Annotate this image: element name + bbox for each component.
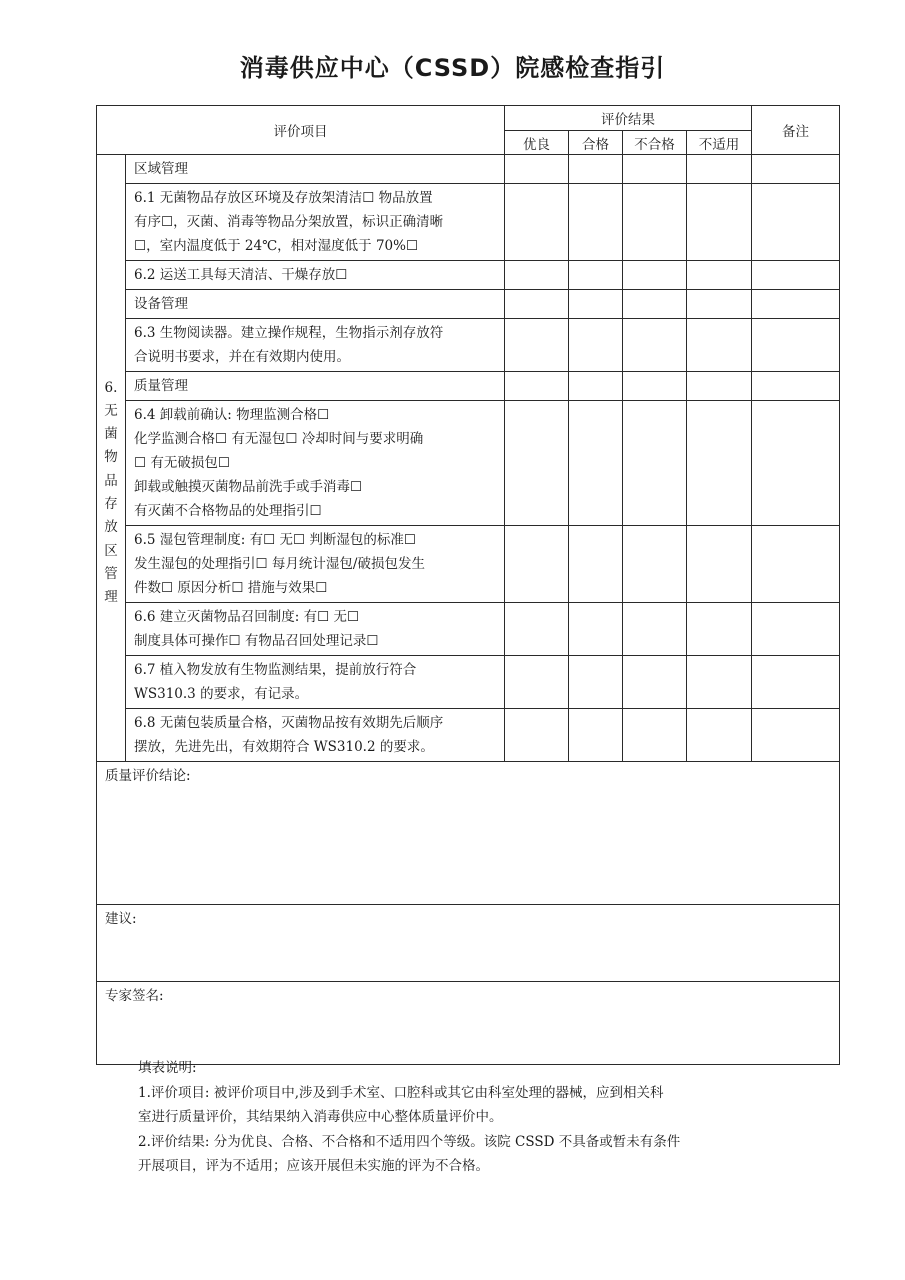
conclusion-label: 质量评价结论: (105, 768, 191, 784)
table-row (97, 709, 840, 762)
na-cell[interactable] (687, 656, 752, 709)
item-line: 化学监测合格☐ 有无湿包☐ 冷却时间与要求明确 (134, 431, 424, 447)
item-text-cell (126, 656, 505, 709)
pass-cell[interactable] (569, 155, 623, 184)
excellent-cell[interactable] (505, 526, 569, 603)
item-text-cell (126, 319, 505, 372)
table-row (97, 319, 840, 372)
pass-cell[interactable] (569, 261, 623, 290)
na-cell[interactable] (687, 155, 752, 184)
table-row (97, 603, 840, 656)
signature-field[interactable] (97, 982, 840, 1065)
notes-line: 室进行质量评价，其结果纳入消毒供应中心整体质量评价中。 (138, 1109, 503, 1125)
evaluation-table (96, 105, 840, 1065)
excellent-cell[interactable] (505, 290, 569, 319)
na-cell[interactable] (687, 372, 752, 401)
na-cell[interactable] (687, 319, 752, 372)
item-line: 摆放，先进先出，有效期符合 WS310.2 的要求。 (134, 739, 434, 755)
pass-cell[interactable] (569, 372, 623, 401)
fail-cell[interactable] (623, 184, 687, 261)
note-cell[interactable] (752, 261, 840, 290)
na-cell[interactable] (687, 603, 752, 656)
category-char: 放 (104, 519, 118, 536)
excellent-cell[interactable] (505, 155, 569, 184)
note-cell[interactable] (752, 656, 840, 709)
table-row (97, 656, 840, 709)
table-row (97, 372, 840, 401)
suggestion-field[interactable] (97, 905, 840, 982)
item-text-cell (126, 401, 505, 526)
item-line: ☐，室内温度低于 24℃，相对湿度低于 70%☐ (134, 238, 419, 254)
pass-cell[interactable] (569, 319, 623, 372)
item-line: 6.4 卸载前确认: 物理监测合格☐ (134, 407, 330, 423)
excellent-cell[interactable] (505, 709, 569, 762)
category-char: 品 (104, 472, 118, 489)
item-text-cell (126, 603, 505, 656)
item-line: 件数☐ 原因分析☐ 措施与效果☐ (134, 580, 328, 596)
fail-cell[interactable] (623, 603, 687, 656)
table-row (97, 261, 840, 290)
table-row (97, 290, 840, 319)
item-text-cell (126, 372, 505, 401)
item-line: 区域管理 (134, 161, 188, 177)
item-line: 6.2 运送工具每天清洁、干燥存放☐ (134, 267, 348, 283)
na-cell[interactable] (687, 290, 752, 319)
pass-cell[interactable] (569, 709, 623, 762)
excellent-cell[interactable] (505, 603, 569, 656)
category-char: 无 (104, 402, 118, 419)
item-text-cell (126, 184, 505, 261)
excellent-cell[interactable] (505, 184, 569, 261)
item-line: 卸载或触摸灭菌物品前洗手或手消毒☐ (134, 479, 363, 495)
item-line: 合说明书要求，并在有效期内使用。 (134, 349, 350, 365)
item-line: 有序☐，灭菌、消毒等物品分架放置，标识正确清晰 (134, 214, 444, 230)
grade-fail: 不合格 (623, 131, 687, 155)
item-text-cell (126, 261, 505, 290)
excellent-cell[interactable] (505, 261, 569, 290)
table-row (97, 155, 840, 184)
notes-heading: 填表说明: (138, 1060, 197, 1076)
note-cell[interactable] (752, 709, 840, 762)
item-line: 发生湿包的处理指引☐ 每月统计湿包/破损包发生 (134, 556, 425, 572)
category-char: 菌 (104, 426, 118, 443)
pass-cell[interactable] (569, 401, 623, 526)
notes-line: 开展项目，评为不适用；应该开展但未实施的评为不合格。 (138, 1158, 489, 1174)
item-text-cell (126, 155, 505, 184)
na-cell[interactable] (687, 261, 752, 290)
na-cell[interactable] (687, 709, 752, 762)
na-cell[interactable] (687, 401, 752, 526)
excellent-cell[interactable] (505, 319, 569, 372)
item-line: WS310.3 的要求，有记录。 (134, 686, 309, 702)
table-row (97, 184, 840, 261)
pass-cell[interactable] (569, 290, 623, 319)
header-result: 评价结果 (505, 106, 752, 131)
fail-cell[interactable] (623, 401, 687, 526)
item-line: 6.7 植入物发放有生物监测结果，提前放行符合 (134, 662, 417, 678)
item-line: 有灭菌不合格物品的处理指引☐ (134, 503, 322, 519)
fail-cell[interactable] (623, 709, 687, 762)
item-line: 6.3 生物阅读器。建立操作规程，生物指示剂存放符 (134, 325, 444, 341)
pass-cell[interactable] (569, 656, 623, 709)
pass-cell[interactable] (569, 603, 623, 656)
grade-pass: 合格 (569, 131, 623, 155)
category-char: 理 (104, 589, 118, 606)
fail-cell[interactable] (623, 155, 687, 184)
suggestion-label: 建议: (105, 911, 137, 927)
item-text-cell (126, 709, 505, 762)
pass-cell[interactable] (569, 184, 623, 261)
item-text-cell (126, 526, 505, 603)
category-char: 区 (104, 542, 118, 559)
header-row (97, 106, 840, 131)
item-text-cell (126, 290, 505, 319)
conclusion-row (97, 762, 840, 905)
na-cell[interactable] (687, 184, 752, 261)
grade-na: 不适用 (687, 131, 752, 155)
na-cell[interactable] (687, 526, 752, 603)
note-cell[interactable] (752, 526, 840, 603)
note-cell[interactable] (752, 184, 840, 261)
category-char: 管 (104, 565, 118, 582)
signature-label: 专家签名: (105, 988, 164, 1004)
item-line: 设备管理 (134, 296, 188, 312)
signature-row (97, 982, 840, 1065)
conclusion-field[interactable] (97, 762, 840, 905)
header-item: 评价项目 (97, 106, 505, 155)
note-cell[interactable] (752, 401, 840, 526)
item-line: ☐ 有无破损包☐ (134, 455, 230, 471)
fail-cell[interactable] (623, 656, 687, 709)
note-cell[interactable] (752, 155, 840, 184)
excellent-cell[interactable] (505, 372, 569, 401)
table-row (97, 526, 840, 603)
category-char: 存 (104, 496, 118, 512)
category-char: 物 (104, 449, 118, 466)
header-note: 备注 (752, 106, 840, 155)
category-cell (97, 155, 126, 762)
page-title: 消毒供应中心（CSSD）院感检查指引 (239, 54, 666, 82)
item-line: 6.1 无菌物品存放区环境及存放架清洁☐ 物品放置 (134, 190, 433, 206)
fail-cell[interactable] (623, 319, 687, 372)
fail-cell[interactable] (623, 372, 687, 401)
notes-line: 2.评价结果: 分为优良、合格、不合格和不适用四个等级。该院 CSSD 不具备或暂未有条件 (138, 1133, 681, 1150)
note-cell[interactable] (752, 372, 840, 401)
filling-instructions (138, 1056, 778, 1179)
item-line: 6.5 湿包管理制度: 有☐ 无☐ 判断湿包的标准☐ (134, 532, 416, 548)
table-row (97, 401, 840, 526)
fail-cell[interactable] (623, 526, 687, 603)
item-line: 质量管理 (134, 378, 188, 394)
fail-cell[interactable] (623, 261, 687, 290)
excellent-cell[interactable] (505, 656, 569, 709)
note-cell[interactable] (752, 603, 840, 656)
grade-excellent: 优良 (505, 131, 569, 155)
excellent-cell[interactable] (505, 401, 569, 526)
item-line: 6.8 无菌包装质量合格，灭菌物品按有效期先后顺序 (134, 715, 444, 731)
suggestion-row (97, 905, 840, 982)
item-line: 制度具体可操作☐ 有物品召回处理记录☐ (134, 633, 379, 649)
category-char: 6. (104, 379, 118, 396)
note-cell[interactable] (752, 319, 840, 372)
pass-cell[interactable] (569, 526, 623, 603)
fail-cell[interactable] (623, 290, 687, 319)
notes-line: 1.评价项目: 被评价项目中,涉及到手术室、口腔科或其它由科室处理的器械，应到相关科 (138, 1084, 664, 1101)
note-cell[interactable] (752, 290, 840, 319)
item-line: 6.6 建立灭菌物品召回制度: 有☐ 无☐ (134, 609, 360, 625)
